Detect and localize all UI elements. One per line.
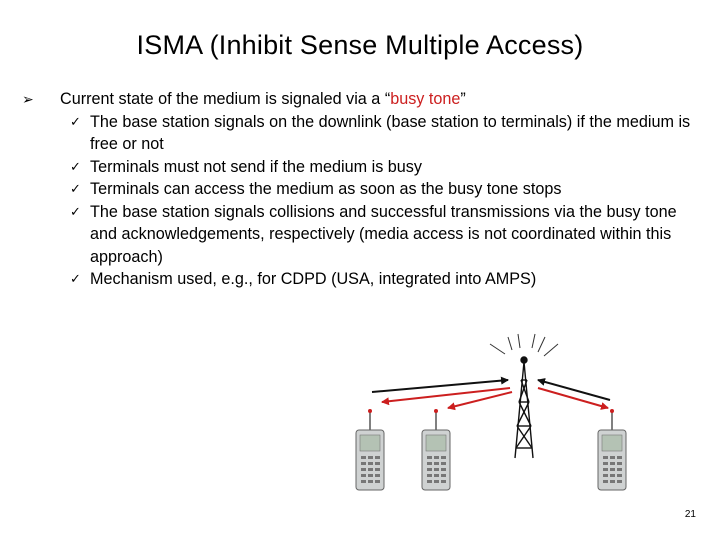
- sub-bullet: [22, 156, 702, 179]
- main-bullet-text: Current state of the medium is signaled via a: [60, 90, 385, 108]
- slide-title: ISMA (Inhibit Sense Multiple Access): [136, 30, 584, 60]
- mobile-phone-icon: [356, 409, 384, 490]
- main-bullet: [22, 88, 702, 111]
- radio-tower-icon: [515, 357, 533, 458]
- quote-close: ”: [460, 90, 466, 108]
- checkmark-icon: ✓: [70, 181, 81, 196]
- sub-bullet-text: Terminals can access the medium as soon as the busy tone stops: [90, 180, 562, 198]
- mobile-phone-icon: [598, 409, 626, 490]
- checkmark-icon: ✓: [70, 113, 81, 129]
- busy-tone-highlight: busy tone: [390, 90, 461, 108]
- isma-diagram: [340, 330, 700, 500]
- sub-bullet: [22, 201, 702, 269]
- sub-bullet-text: Mechanism used, e.g., for CDPD (USA, integrated into AMPS): [90, 270, 537, 288]
- sub-bullet-text: Terminals must not send if the medium is busy: [90, 157, 422, 176]
- checkmark-icon: ✓: [70, 203, 81, 219]
- page-number: 21: [684, 509, 696, 520]
- bullet-list: [22, 88, 702, 291]
- sub-bullet: [22, 268, 702, 291]
- checkmark-icon: ✓: [70, 158, 81, 174]
- mobile-phone-icon: [422, 409, 450, 490]
- sub-bullet-list: [22, 111, 702, 291]
- arrowhead-bullet-icon: ➢: [22, 91, 34, 107]
- sub-bullet-text: The base station signals collisions and successful transmissions via the busy tone and acknowledgements, respectively (media access is not coordinated within this approach): [90, 202, 677, 266]
- sub-bullet-text: The base station signals on the downlink (base station to terminals) if the medium is free or not: [90, 112, 691, 153]
- quote-open: “: [384, 90, 391, 108]
- radiation-lines: [490, 334, 558, 356]
- sub-bullet: [22, 111, 702, 156]
- checkmark-icon: ✓: [70, 271, 81, 286]
- sub-bullet: [22, 178, 702, 201]
